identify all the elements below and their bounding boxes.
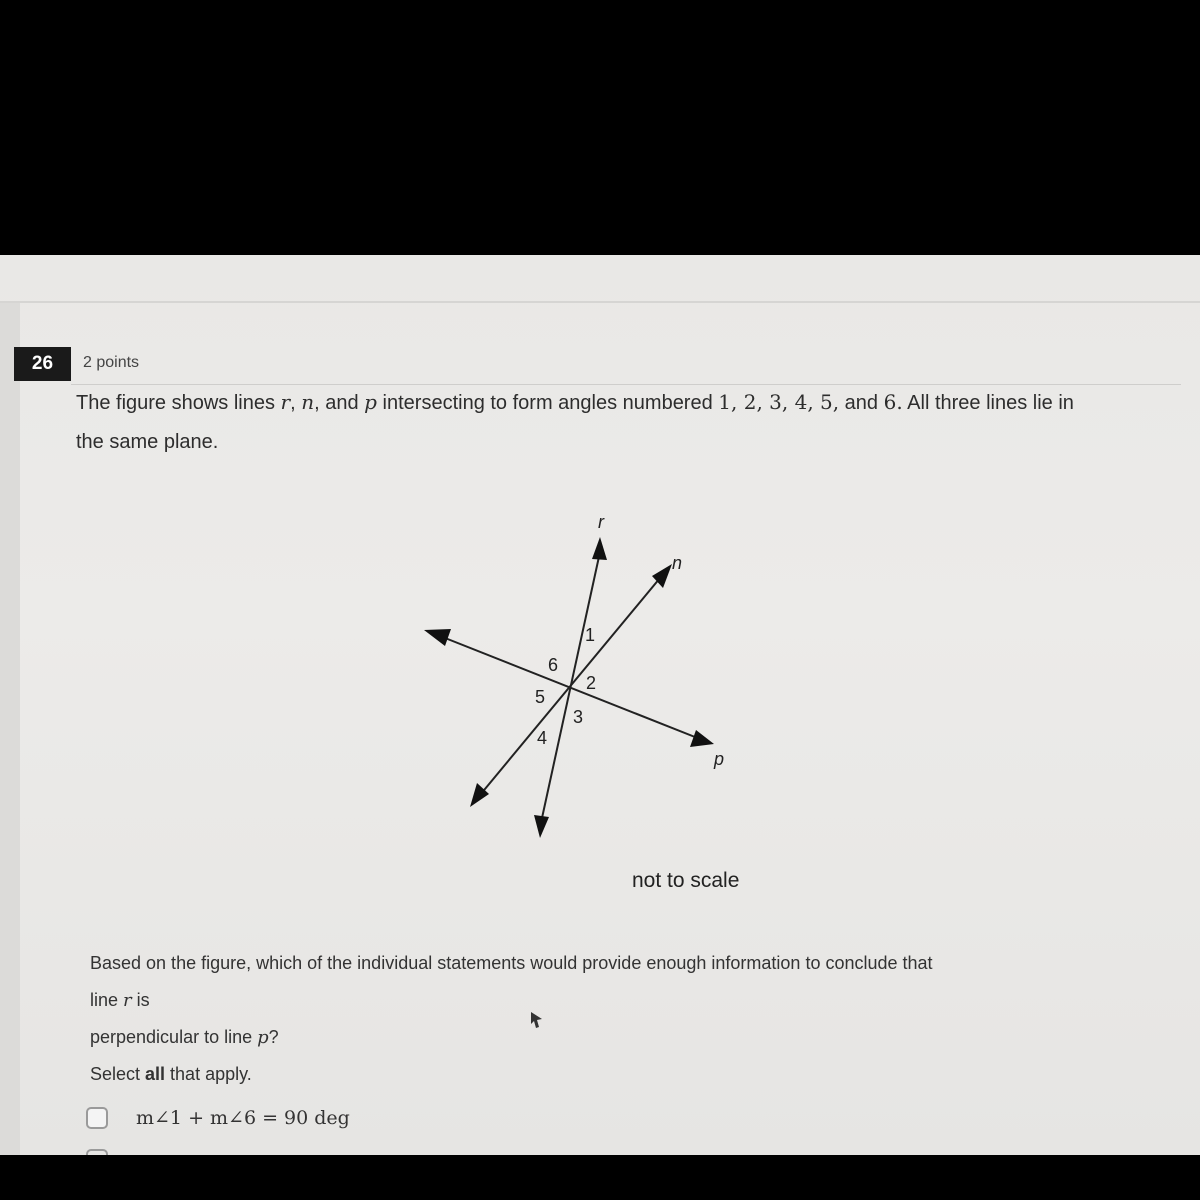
select-instruction <box>90 1056 1070 1093</box>
arrowhead-r-top <box>592 537 607 560</box>
ask-text: Select <box>90 1064 146 1084</box>
angle-label-2: 2 <box>586 673 597 693</box>
prompt-text: The figure shows lines <box>76 392 281 414</box>
line-label-r: r <box>598 512 604 532</box>
not-to-scale-note: not to scale <box>632 869 740 892</box>
angle-label-5: 5 <box>535 687 546 707</box>
ask-text: perpendicular to line <box>90 1027 258 1047</box>
ask-text: is <box>131 990 150 1010</box>
var-n: n <box>301 390 315 414</box>
mouse-cursor-icon <box>530 1011 544 1031</box>
angle-label-4: 4 <box>537 728 548 748</box>
prompt-text: , and <box>314 392 365 414</box>
angle-label-6: 6 <box>548 655 559 675</box>
ask-text: ? <box>268 1027 279 1047</box>
question-number-badge: 26 <box>14 347 71 381</box>
bottom-black-border <box>0 1155 1200 1200</box>
option-label: m∠1 + m∠6 = 90 deg <box>136 1107 350 1129</box>
angle-number-last: 6 <box>883 390 897 414</box>
answer-option[interactable] <box>86 1107 350 1129</box>
angle-label-3: 3 <box>573 707 584 727</box>
option-checkbox[interactable] <box>86 1107 108 1129</box>
question-ask <box>90 945 1070 1093</box>
angle-numbers: 1, 2, 3, 4, 5, <box>718 390 840 414</box>
var-p: p <box>257 1027 269 1048</box>
question-points: 2 points <box>83 354 140 371</box>
prompt-period: . <box>896 390 903 414</box>
ask-emphasis: all <box>145 1064 166 1084</box>
arrowhead-p-right <box>690 730 714 747</box>
ask-text: that apply. <box>165 1064 252 1084</box>
arrowhead-r-bottom <box>534 815 549 838</box>
ask-line-1 <box>90 945 1070 982</box>
prompt-text: intersecting to form angles numbered <box>376 392 719 414</box>
ask-line-3 <box>90 1019 1070 1056</box>
line-label-p: p <box>714 749 725 769</box>
var-p: p <box>364 390 377 414</box>
ask-text: line <box>90 990 124 1010</box>
quiz-screen <box>0 255 1200 1155</box>
arrowhead-p-left <box>424 629 451 646</box>
top-black-border <box>0 0 1200 255</box>
var-r: r <box>280 390 291 414</box>
angle-label-1: 1 <box>585 625 596 645</box>
prompt-text: , <box>290 392 302 414</box>
ask-line-2 <box>90 982 1070 1019</box>
prompt-text: All three lines lie in the same plane. <box>76 392 1074 453</box>
line-p <box>440 636 700 739</box>
ask-text: Based on the figure, which of the individual statements would provide enough information to conclude that <box>90 953 933 973</box>
line-label-n: n <box>672 553 683 573</box>
var-r: r <box>123 990 132 1011</box>
prompt-text: and <box>839 392 884 414</box>
